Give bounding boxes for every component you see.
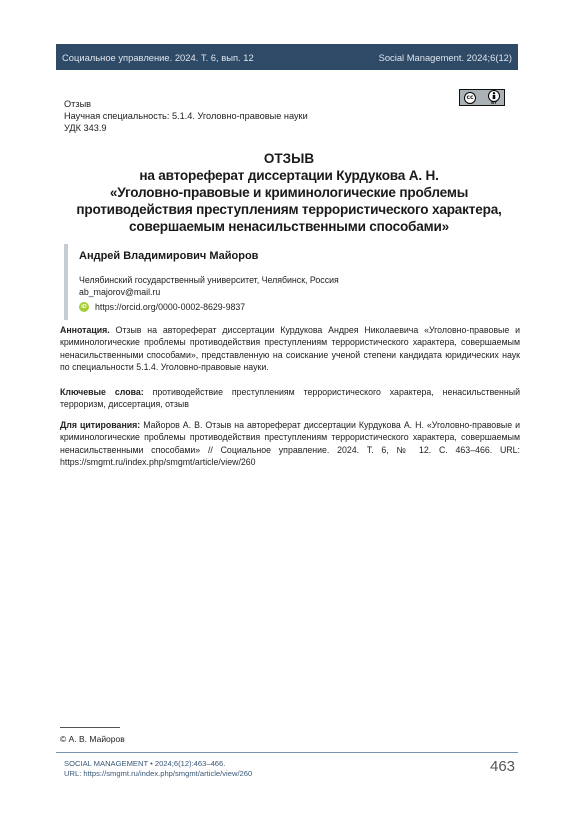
footnote-divider xyxy=(60,727,120,728)
orcid-icon: iD xyxy=(79,302,89,312)
title-line: «Уголовно-правовые и криминологические проблемы xyxy=(109,185,469,200)
author-affiliation: Челябинский государственный университет, Челябинск, Россия xyxy=(79,275,339,285)
keywords xyxy=(60,386,520,411)
keywords-label: Ключевые слова: xyxy=(60,387,144,397)
author-email[interactable]: ab_majorov@mail.ru xyxy=(79,287,161,297)
by-label: BY xyxy=(491,100,497,105)
header-journal-ru: Социальное управление. 2024. Т. 6, вып. 12 xyxy=(62,51,254,63)
orcid-link[interactable]: https://orcid.org/0000-0002-8629-9837 xyxy=(95,302,246,312)
author-name: Андрей Владимирович Майоров xyxy=(79,250,259,262)
title-line: противодействия преступлениям террористического характера, xyxy=(76,202,502,217)
footer-divider xyxy=(56,752,518,753)
running-footer xyxy=(64,759,252,779)
footer-url[interactable]: URL: https://smgmt.ru/index.php/smgmt/article/view/260 xyxy=(64,769,253,778)
header-journal-en: Social Management. 2024;6(12) xyxy=(378,51,512,63)
by-attribution xyxy=(488,90,500,105)
page-number: 463 xyxy=(490,758,516,775)
article-type: Отзыв xyxy=(64,99,92,109)
udk-code: УДК 343.9 xyxy=(64,123,107,133)
abstract-text: Отзыв на автореферат диссертации Курдукова Андрея Николаевича «Уголовно-правовые и криминологические проблемы противодействия преступлениям террористического характера, совершаемым ненасильственными способами», представленную на соискание ученой степени кандидата юридических наук по специальности 5.1.4. Уголовно-правовые науки. xyxy=(60,325,520,373)
citation xyxy=(60,419,520,469)
copyright-note: © А. В. Майоров xyxy=(60,734,125,744)
keywords-text: противодействие преступлениям террористического характера, ненасильственный терроризм, диссертация, отзыв xyxy=(60,387,520,410)
citation-text: Майоров А. В. Отзыв на автореферат диссертации Курдукова А. Н. «Уголовно-правовые и криминологические проблемы противодействия преступлениям террористического характера, совершаемым ненасильственными способами» // Социальное управление. 2024. Т. 6, № 12. С. 463–466. URL: https://smgmt.ru/index.php/smgmt/article/view/260 xyxy=(60,420,520,468)
citation-label: Для цитирования: xyxy=(60,420,141,430)
title-line: совершаемым ненасильственными способами» xyxy=(129,219,449,234)
footer-citation: SOCIAL MANAGEMENT • 2024;6(12):463–466. xyxy=(64,759,226,768)
abstract-label: Аннотация. xyxy=(60,325,110,335)
cc-by-license-badge[interactable] xyxy=(459,89,505,106)
cc-icon: cc xyxy=(464,92,476,104)
running-header xyxy=(56,44,518,70)
title-line: на автореферат диссертации Курдукова А. Н. xyxy=(139,168,439,183)
title-heading: ОТЗЫВ xyxy=(263,151,315,166)
scientific-specialty: Научная специальность: 5.1.4. Уголовно-правовые науки xyxy=(64,111,308,121)
article-meta xyxy=(64,98,308,134)
orcid-row xyxy=(79,302,504,312)
abstract xyxy=(60,324,520,374)
author-info xyxy=(64,244,504,320)
article-title xyxy=(56,150,522,235)
